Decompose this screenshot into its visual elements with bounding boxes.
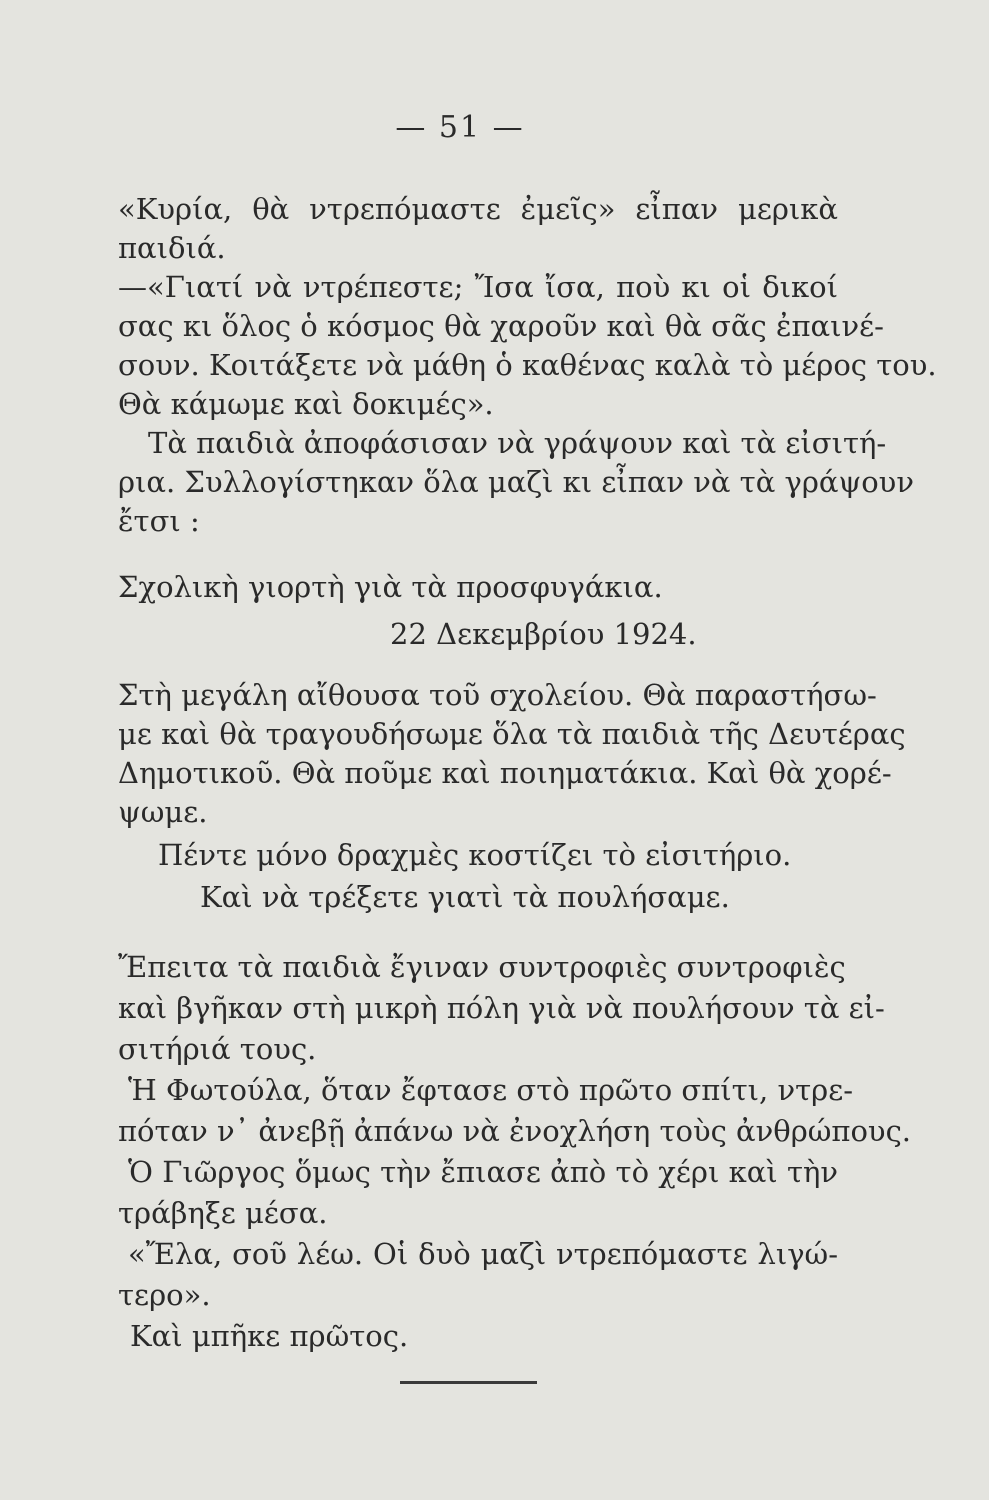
text-line-25: «Ἔλα, σοῦ λέω. Οἱ δυὸ μαζὶ ντρεπόμαστε λιγώ-: [128, 1237, 838, 1271]
text-line-18: Ἔπειτα τὰ παιδιὰ ἔγιναν συντροφιὲς συντροφιὲς: [118, 950, 846, 984]
text-line-27: Καὶ μπῆκε πρῶτος.: [130, 1319, 409, 1353]
text-line-1: «Κυρία, θὰ ντρεπόμαστε ἐμεῖς» εἶπαν μερικὰ: [118, 192, 838, 226]
ticket-line-1: Σχολικὴ γιορτὴ γιὰ τὰ προσφυγάκια.: [118, 570, 663, 604]
text-line-24: τράβηξε μέσα.: [118, 1196, 328, 1230]
ticket-line-4: με καὶ θὰ τραγουδήσωμε ὅλα τὰ παιδιὰ τῆς Δευτέρας: [118, 717, 906, 751]
ticket-price: Πέντε μόνο δραχμὲς κοστίζει τὸ εἰσιτήριο.: [158, 838, 792, 872]
end-rule: [400, 1381, 537, 1384]
ticket-line-6: ψωμε.: [118, 795, 208, 829]
text-line-26: τερο».: [118, 1278, 211, 1312]
ticket-line-3: Στὴ μεγάλη αἴθουσα τοῦ σχολείου. Θὰ παραστήσω-: [118, 678, 877, 712]
text-line-8: ρια. Συλλογίστηκαν ὅλα μαζὶ κι εἶπαν νὰ τὰ γράψουν: [118, 465, 914, 499]
text-line-4: σας κι ὅλος ὁ κόσμος θὰ χαροῦν καὶ θὰ σᾶς ἐπαινέ-: [118, 309, 884, 343]
text-line-21: Ἡ Φωτούλα, ὅταν ἔφτασε στὸ πρῶτο σπίτι, ντρε-: [128, 1073, 854, 1107]
text-line-5: σουν. Κοιτάξετε νὰ μάθη ὁ καθένας καλὰ τὸ μέρος του.: [118, 348, 937, 382]
text-line-22: πόταν ν᾿ ἀνεβῇ ἀπάνω νὰ ἐνοχλήση τοὺς ἀνθρώπους.: [118, 1114, 912, 1148]
ticket-line-5: Δημοτικοῦ. Θὰ ποῦμε καὶ ποιηματάκια. Καὶ θὰ χορέ-: [118, 756, 892, 790]
text-line-6: Θὰ κάμωμε καὶ δοκιμές».: [118, 387, 494, 421]
text-line-7: Τὰ παιδιὰ ἀποφάσισαν νὰ γράψουν καὶ τὰ εἰσιτή-: [148, 426, 887, 460]
text-line-2: παιδιά.: [118, 231, 226, 265]
ticket-date: 22 Δεκεμβρίου 1924.: [390, 617, 697, 651]
text-line-9: ἔτσι :: [118, 504, 200, 538]
page-number: — 51 —: [395, 110, 525, 145]
ticket-hurry: Καὶ νὰ τρέξετε γιατὶ τὰ πουλήσαμε.: [200, 880, 730, 914]
text-line-20: σιτήριά τους.: [118, 1032, 317, 1066]
text-line-19: καὶ βγῆκαν στὴ μικρὴ πόλη γιὰ νὰ πουλήσουν τὰ εἰ-: [118, 991, 885, 1025]
text-line-3: —«Γιατί νὰ ντρέπεστε; Ἴσα ἴσα, ποὺ κι οἱ δικοί: [118, 270, 838, 304]
text-line-23: Ὁ Γιῶργος ὅμως τὴν ἔπιασε ἀπὸ τὸ χέρι καὶ τὴν: [128, 1155, 838, 1189]
